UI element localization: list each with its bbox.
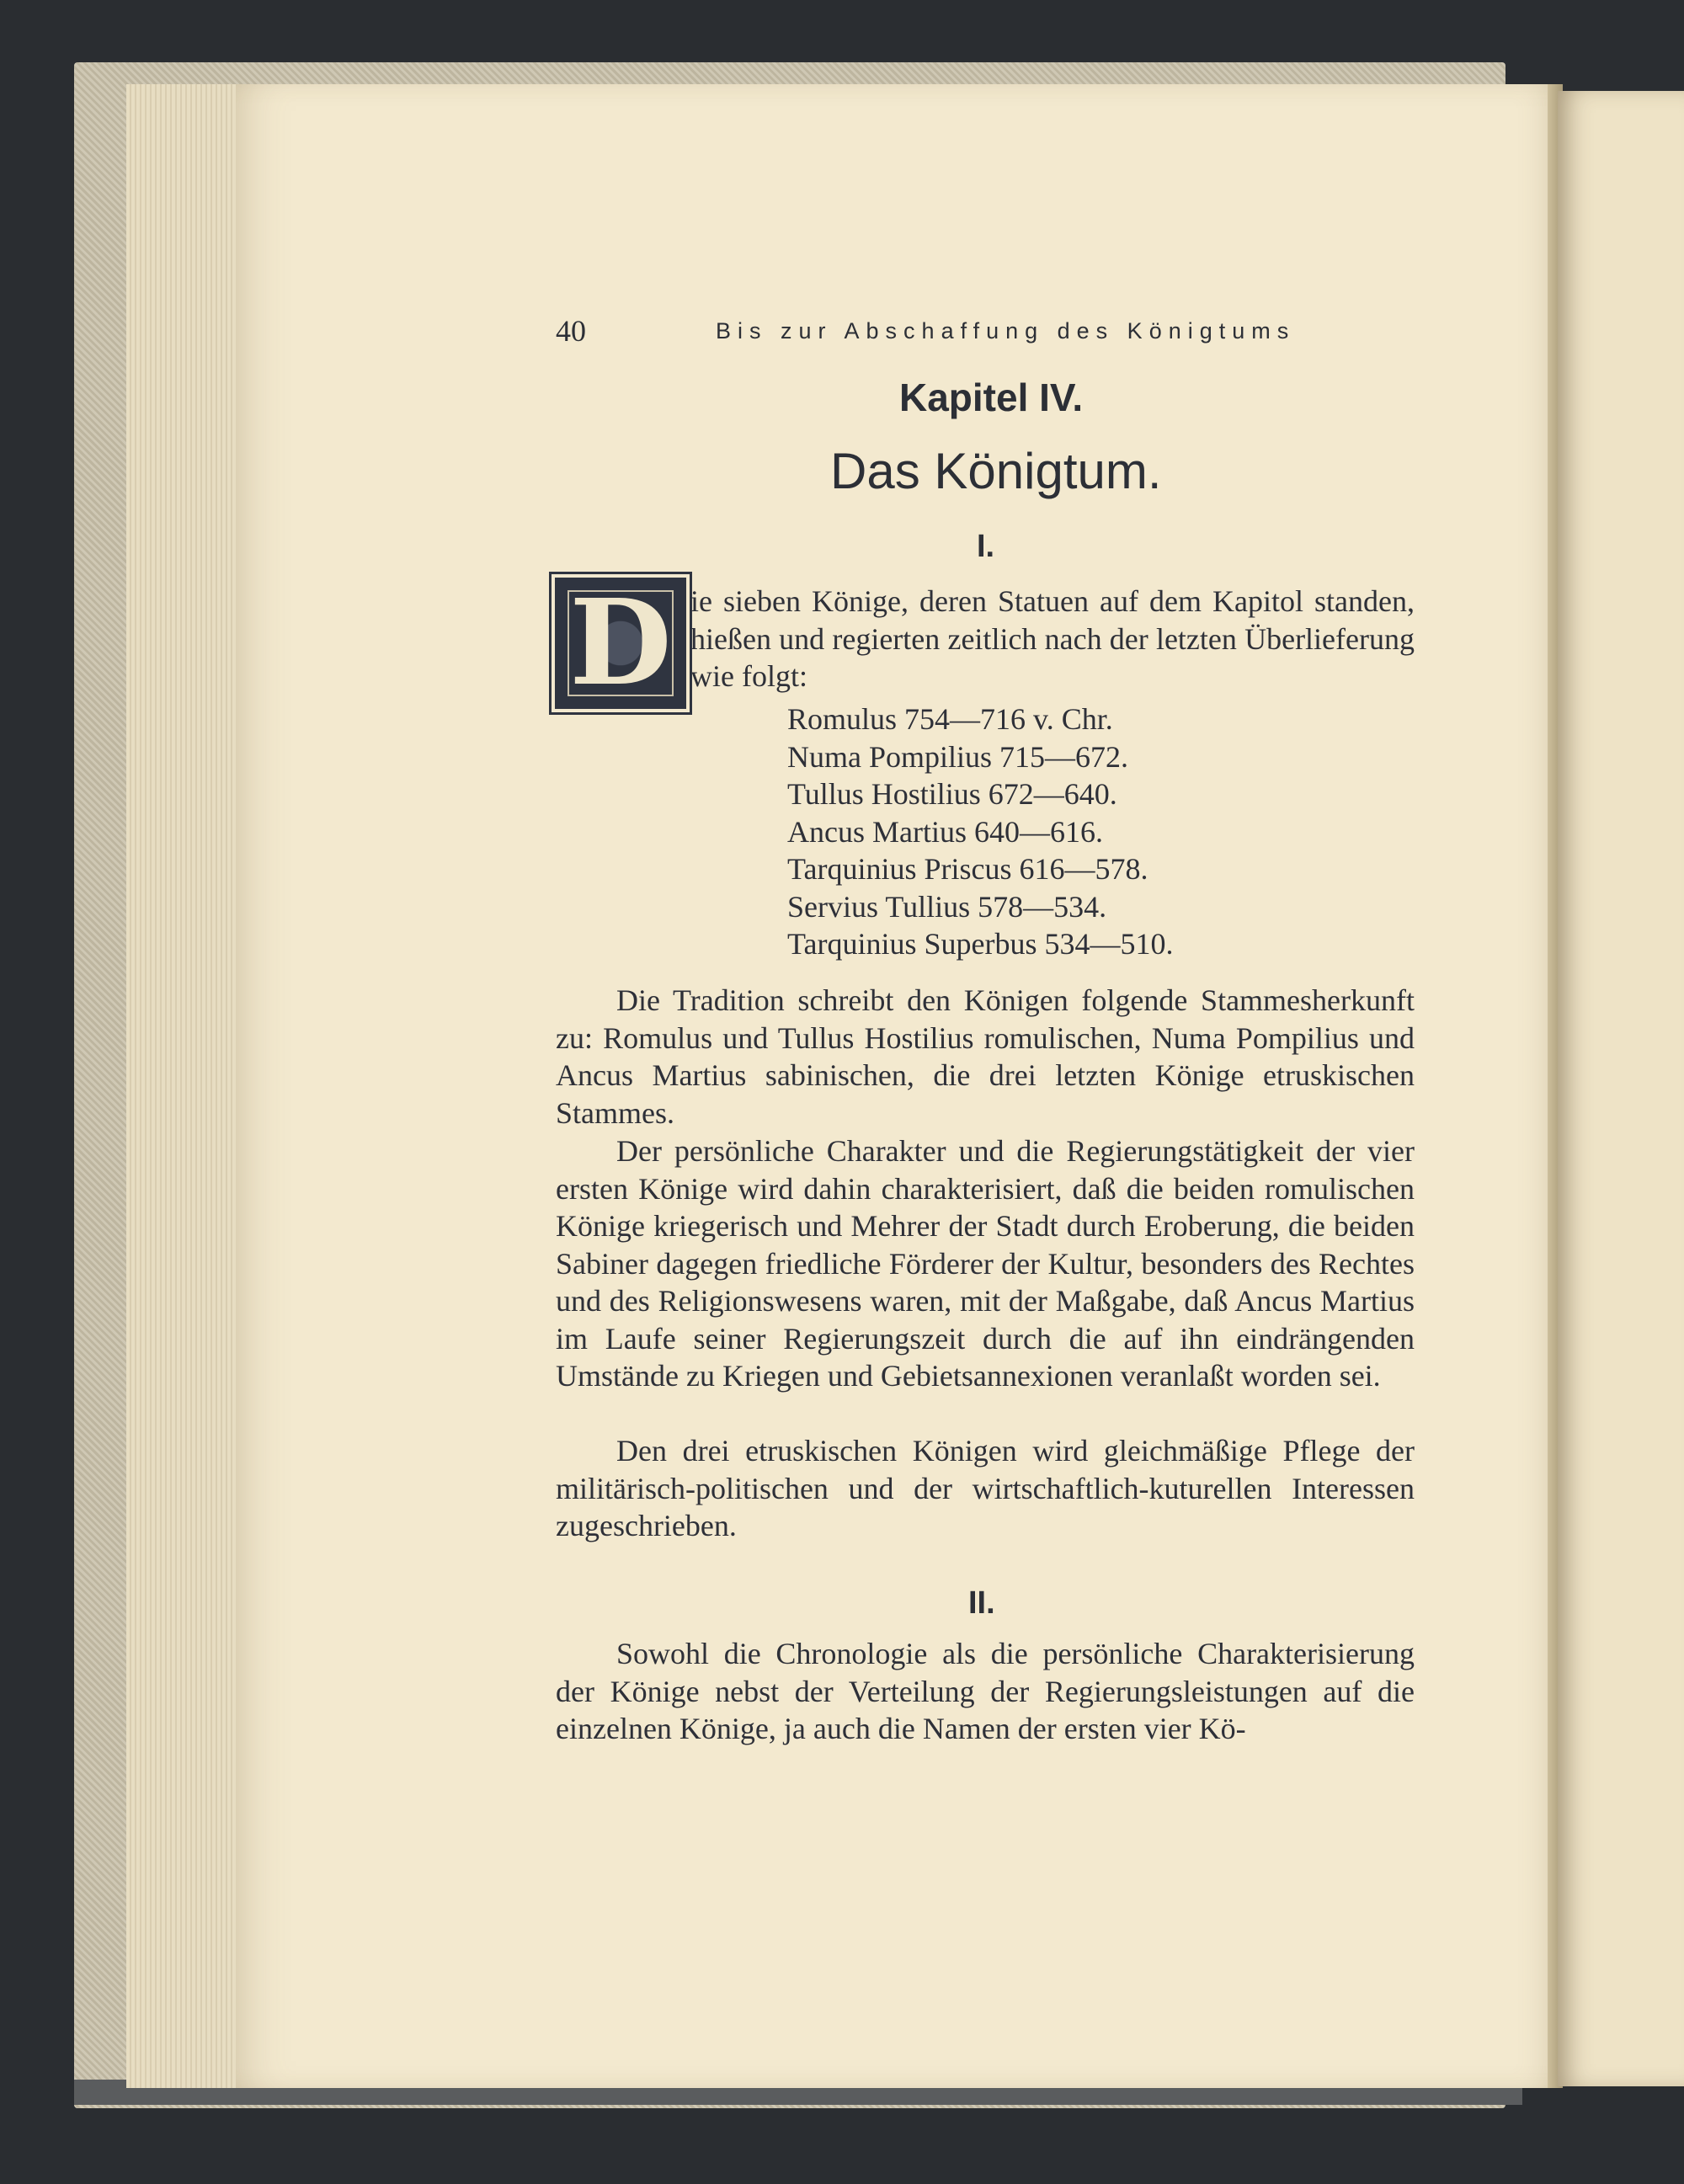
page-edges (126, 84, 253, 2088)
paragraph-tradition: Die Tradition schreibt den Königen folgende Stammesherkunft zu: Romulus und Tullus Hostilius romulischen, Numa Pompilius und Ancus Martius sabinischen, die drei letzten Könige etruskischen Stammes. (556, 983, 1415, 1130)
paragraph-chronology: Sowohl die Chronologie als die persönliche Charakterisierung der Könige nebst der Verteilung der Regierungsleistungen auf die einzelnen Könige, ja auch die Namen der ersten vier Kö- (556, 1637, 1415, 1745)
chapter-label: Kapitel IV. (899, 376, 1084, 419)
chapter-title: Das Königtum. (830, 443, 1162, 499)
paragraph-etruscan: Den drei etruskischen Königen wird gleichmäßige Pflege der militärisch-politischen und der wirtschaftlich-kuturellen Interessen zugeschrieben. (556, 1434, 1415, 1542)
page-number: 40 (556, 314, 586, 348)
list-item: Tarquinius Superbus 534—510. (787, 927, 1174, 961)
kings-list (787, 700, 1173, 963)
list-item: Tullus Hostilius 672—640. (787, 777, 1117, 811)
list-item: Ancus Martius 640—616. (787, 814, 1103, 849)
section-heading-2: II. (968, 1585, 995, 1621)
list-item: Servius Tullius 578—534. (787, 889, 1107, 924)
list-item: Numa Pompilius 715—672. (787, 739, 1129, 774)
running-title: Bis zur Abschaffung des Königtums (716, 318, 1296, 344)
section-heading-1: I. (977, 529, 995, 564)
list-item: Tarquinius Priscus 616—578. (787, 852, 1148, 886)
paragraph-character: Der persönliche Charakter und die Regierungstätigkeit der vier ersten Könige wird dahin charakterisiert, daß die beiden romulischen Könige kriegerisch und Mehrer der Stadt durch Eroberung, die beiden Sabiner dagegen friedliche Förderer der Kultur, besonders des Rechtes und des Religionswesens waren, mit der Maßgabe, daß Ancus Martius im Laufe seiner Regierungszeit durch die auf ihn eindrängenden Umstände zu Kriegen und Gebietsannexionen veranlaßt worden sei. (556, 1134, 1415, 1393)
list-item: Romulus 754—716 v. Chr. (787, 702, 1113, 736)
intro-paragraph: ie sieben Könige, deren Statuen auf dem Kapitol standen, hießen und regierten zeitlich nach der letzten Überlieferung wie folgt: (690, 584, 1415, 693)
facing-page (1558, 91, 1684, 2086)
decorated-initial (555, 574, 686, 712)
initial-letter: D (569, 574, 672, 712)
